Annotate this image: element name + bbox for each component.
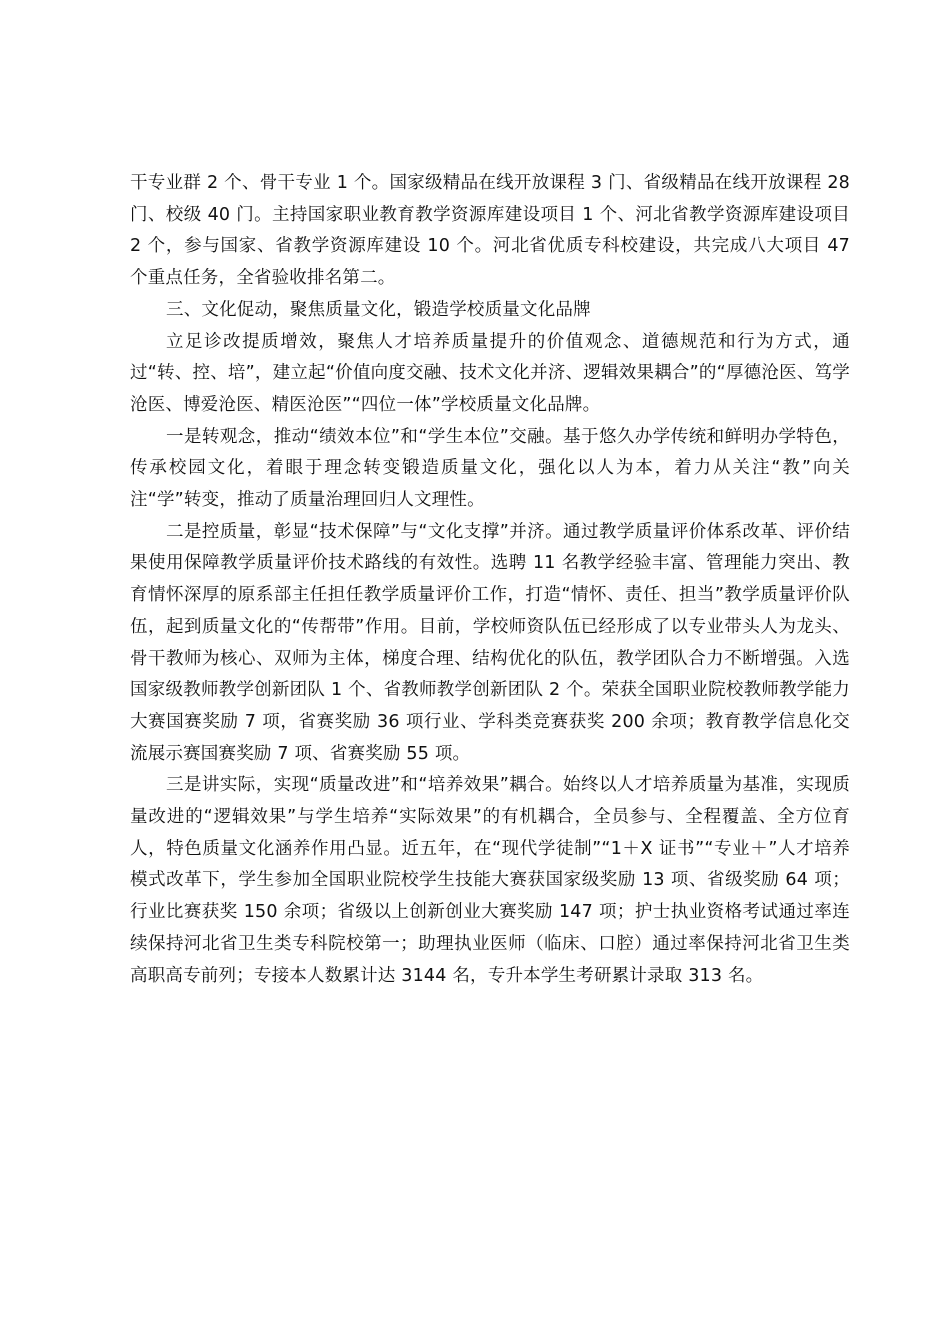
- paragraph-point-one: 一是转观念，推动“绩效本位”和“学生本位”交融。基于悠久办学传统和鲜明办学特色，传承校园文化，着眼于理念转变锻造质量文化，强化以人为本，着力从关注“教”向关注“学”转变，推动了质量治理回归人文理性。: [130, 426, 850, 511]
- paragraph-intro: 立足诊改提质增效，聚焦人才培养质量提升的价值观念、道德规范和行为方式，通过“转、控、培”，建立起“价值向度交融、技术文化并济、逻辑效果耦合”的“厚德沧医、笃学沧医、博爱沧医、精医沧医”“四位一体”学校质量文化品牌。: [130, 331, 850, 415]
- section-heading: 三、文化促动，聚焦质量文化，锻造学校质量文化品牌: [166, 299, 591, 320]
- paragraph-point-three: 三是讲实际，实现“质量改进”和“培养效果”耦合。始终以人才培养质量为基准，实现质量改进的“逻辑效果”与学生培养“实际效果”的有机耦合，全员参与、全程覆盖、全方位育人，特色质量文化涵养作用凸显。近五年，在“现代学徒制”“1＋X 证书”“专业＋”人才培养模式改革下，学生参加全国职业院校学生技能大赛获国家级奖励 13 项、省级奖励 64 项；行业比赛获奖 150 余项；省级以上创新创业大赛奖励 147 项；护士执业资格考试通过率连续保持河北省卫生类专科院校第一；助理执业医师（临床、口腔）通过率保持河北省卫生类高职高专前列；专接本人数累计达 3144 名，专升本学生考研累计录取 313 名。: [130, 775, 850, 986]
- paragraph-continuation: 干专业群 2 个、骨干专业 1 个。国家级精品在线开放课程 3 门、省级精品在线开放课程 28 门、校级 40 门。主持国家职业教育教学资源库建设项目 1 个、河北省教学资源库建设项目 2 个，参与国家、省教学资源库建设 10 个。河北省优质专科校建设，共完成八大项目 47 个重点任务，全省验收排名第二。: [130, 173, 850, 289]
- paragraph-point-two: 二是控质量，彰显“技术保障”与“文化支撑”并济。通过教学质量评价体系改革、评价结果使用保障教学质量评价技术路线的有效性。选聘 11 名教学经验丰富、管理能力突出、教育情怀深厚的原系部主任担任教学质量评价工作，打造“情怀、责任、担当”教学质量评价队伍，起到质量文化的“传帮带”作用。目前，学校师资队伍已经形成了以专业带头人为龙头、骨干教师为核心、双师为主体，梯度合理、结构优化的队伍，教学团队合力不断增强。入选国家级教师教学创新团队 1 个、省教师教学创新团队 2 个。荣获全国职业院校教师教学能力大赛国赛奖励 7 项，省赛奖励 36 项行业、学科类竞赛获奖 200 余项；教育教学信息化交流展示赛国赛奖励 7 项、省赛奖励 55 项。: [130, 521, 850, 764]
- document-body: [130, 168, 850, 992]
